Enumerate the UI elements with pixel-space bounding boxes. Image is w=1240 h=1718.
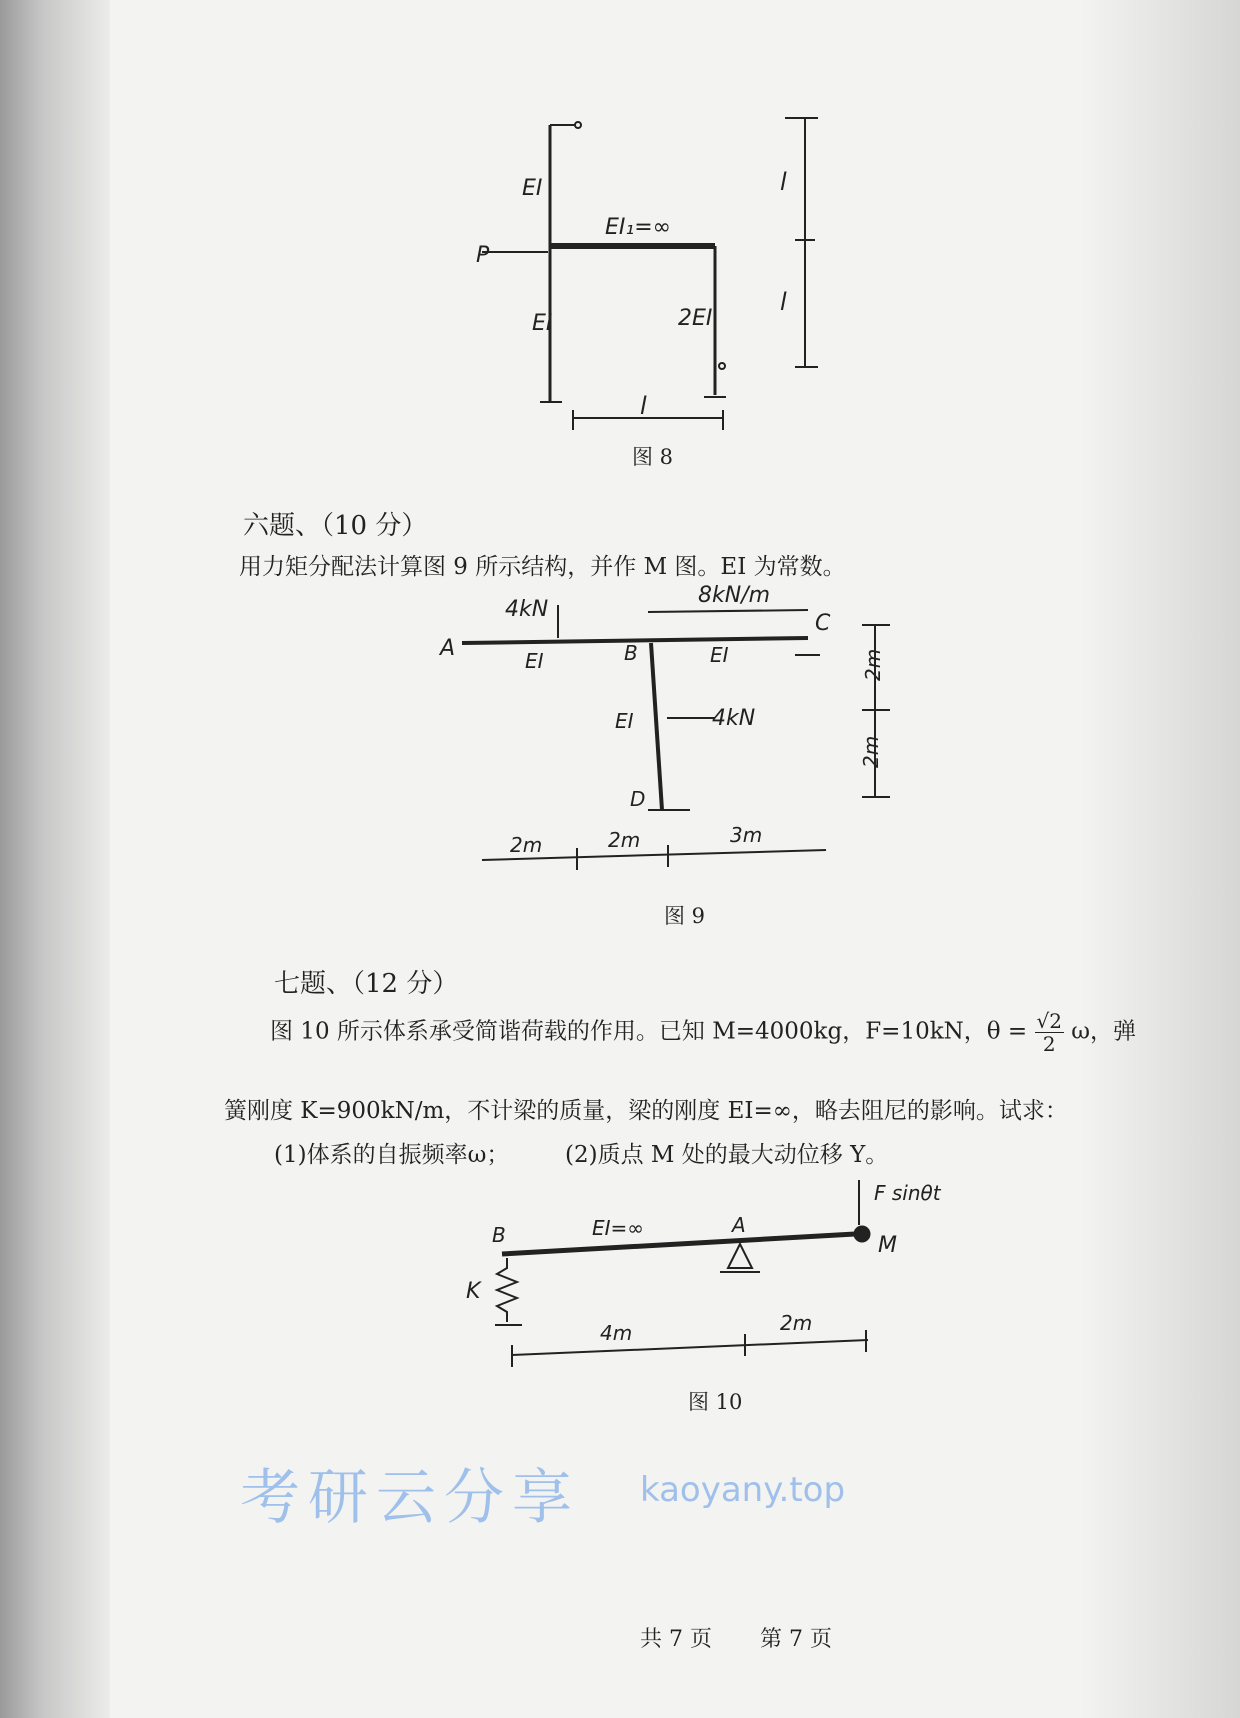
- fig9-label-a: A: [440, 636, 456, 661]
- footer-total-pages: 共 7 页: [640, 1627, 712, 1652]
- question-6-heading: 六题、（10 分）: [243, 511, 428, 541]
- fig9-load-8kn-m: 8kN/m: [698, 583, 771, 608]
- figure-9-caption: 图 9: [664, 904, 706, 928]
- fig9-load-4kn-horizontal: 4kN: [712, 706, 756, 731]
- question-7-sub2: (2)质点 M 处的最大动位移 Y。: [565, 1142, 889, 1168]
- figure-10-caption: 图 10: [688, 1390, 743, 1414]
- fig8-label-l-bottom: l: [640, 392, 647, 420]
- watermark-url: kaoyany.top: [640, 1470, 846, 1510]
- question-7-heading: 七题、（12 分）: [274, 969, 459, 999]
- fig8-label-l-mid: l: [780, 288, 787, 316]
- fig10-label-k: K: [466, 1279, 481, 1304]
- fig9-dim-d2: 2m: [608, 828, 641, 852]
- fig10-label-a: A: [732, 1213, 746, 1237]
- fraction-numerator: √2: [1036, 1009, 1062, 1033]
- figure-10: [466, 1180, 942, 1367]
- fig9-label-c: C: [815, 611, 831, 636]
- figure-8-caption: 图 8: [632, 445, 674, 469]
- fig10-dim-2m: 2m: [780, 1311, 813, 1335]
- fig9-label-b: B: [624, 641, 638, 665]
- question-7-sub1: (1)体系的自振频率ω；: [274, 1142, 510, 1168]
- fig10-label-force: F sinθt: [874, 1181, 941, 1205]
- fig9-dim-h1: 2m: [861, 648, 885, 681]
- fig9-label-d: D: [630, 787, 646, 811]
- question-7-line2: 簧刚度 K=900kN/m，不计梁的质量，梁的刚度 EI=∞，略去阻尼的影响。试求：: [224, 1098, 1068, 1124]
- fig9-load-4kn: 4kN: [505, 597, 549, 622]
- question-7-line1-tail: ω，弹: [1071, 1018, 1137, 1045]
- fig9-label-ei-bd: EI: [615, 709, 634, 733]
- figure-9: [438, 583, 890, 870]
- question-6-text: 用力矩分配法计算图 9 所示结构，并作 M 图。EI 为常数。: [239, 554, 846, 580]
- fig10-label-b: B: [492, 1223, 506, 1247]
- fig8-label-l-top: l: [780, 168, 787, 196]
- fig9-dim-d1: 2m: [510, 833, 543, 857]
- question-7-line1: [270, 1010, 1136, 1055]
- fig8-label-ei-left: EI: [532, 311, 553, 336]
- watermark-cn: 考研云分享: [240, 1463, 580, 1533]
- fig9-dim-h2: 2m: [859, 735, 883, 768]
- theta-fraction: [1035, 1010, 1064, 1055]
- fig8-label-ei1: EI₁=∞: [605, 215, 671, 240]
- fig10-label-m: M: [878, 1233, 897, 1258]
- fig10-label-ei: EI=∞: [592, 1216, 644, 1240]
- question-7-line1-text: 图 10 所示体系承受简谐荷载的作用。已知 M=4000kg，F=10kN，θ =: [270, 1018, 1028, 1045]
- footer-current-page: 第 7 页: [760, 1627, 832, 1652]
- fig9-label-ei-ab: EI: [525, 649, 544, 673]
- figure-8: [476, 118, 818, 430]
- fig9-dim-d3: 3m: [730, 823, 763, 847]
- fraction-denominator: 2: [1042, 1032, 1056, 1056]
- fig8-label-ei-top: EI: [522, 176, 543, 201]
- fig10-dim-4m: 4m: [600, 1321, 633, 1345]
- fig9-label-ei-bc: EI: [710, 643, 729, 667]
- fig8-label-2ei: 2EI: [678, 306, 713, 331]
- fig8-label-p: P: [476, 243, 490, 268]
